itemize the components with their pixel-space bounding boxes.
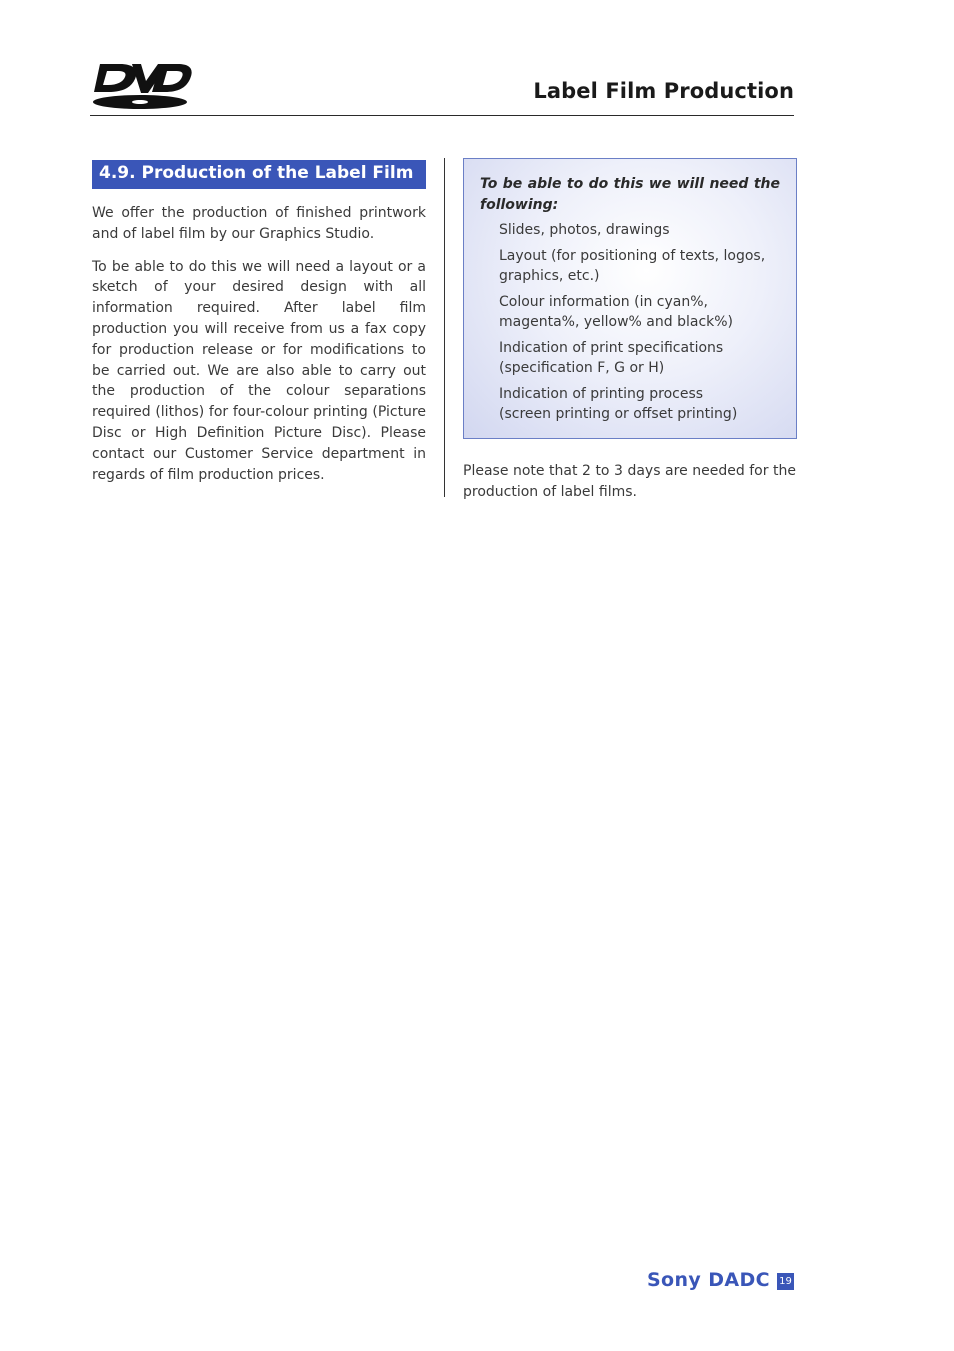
list-item-line: Layout (for positioning of texts, logos, xyxy=(499,247,766,264)
list-item-line: magenta%, yellow% and black%) xyxy=(499,314,734,330)
list-item-line: Slides, photos, drawings xyxy=(499,222,670,238)
list-item xyxy=(499,338,780,379)
production-time-note: Please note that 2 to 3 days are needed for the production of label films. xyxy=(463,463,796,500)
intro-paragraph: We offer the production of finished printwork and of label film by our Graphics Studio. xyxy=(92,205,426,242)
list-item xyxy=(499,292,780,333)
section-heading: 4.9. Production of the Label Film xyxy=(92,160,426,189)
page-title: Label Film Production xyxy=(533,79,794,103)
list-item-line: graphics, etc.) xyxy=(499,268,600,284)
column-divider xyxy=(444,158,445,497)
requirements-heading: To be able to do this we will need the following: xyxy=(480,176,780,213)
left-column xyxy=(92,203,426,497)
requirements-box xyxy=(463,158,797,439)
list-item xyxy=(499,246,780,287)
details-paragraph: To be able to do this we will need a layout or a sketch of your desired design with all information required. After label film production you will receive from us a fax copy for production release or for modifications to be carried out. We are also able to carry out the production of the colour separations required (lithos) for four-colour printing (Picture Disc or High Definition Picture Disc). Please contact our Customer Service department in regards of film production prices. xyxy=(92,258,426,483)
list-item-line: Colour information (in cyan%, xyxy=(499,293,708,310)
dvd-logo-icon xyxy=(90,62,192,112)
list-item xyxy=(499,384,780,425)
page-number: 19 xyxy=(777,1273,794,1290)
list-item-line: (specification F, G or H) xyxy=(499,360,665,376)
header-divider xyxy=(90,115,794,116)
list-item xyxy=(499,220,780,241)
requirements-list xyxy=(480,220,780,425)
brand-name: Sony DADC xyxy=(646,1269,770,1291)
list-item-line: Indication of printing process xyxy=(499,385,704,402)
list-item-line: Indication of print specifications xyxy=(499,339,724,356)
list-item-line: (screen printing or offset printing) xyxy=(499,406,738,422)
